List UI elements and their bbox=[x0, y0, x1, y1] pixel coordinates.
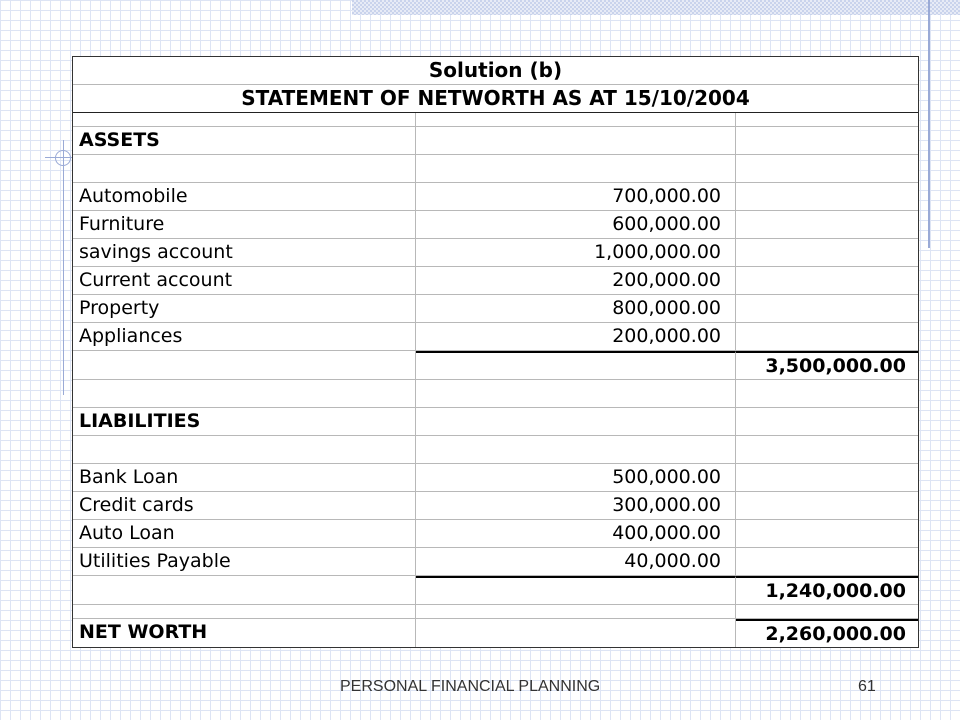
spacer-row bbox=[73, 436, 918, 464]
liability-label: Utilities Payable bbox=[73, 548, 416, 575]
cell bbox=[736, 295, 918, 322]
cell bbox=[73, 113, 416, 126]
assets-total-row bbox=[73, 351, 918, 380]
page-number: 61 bbox=[858, 678, 876, 695]
cell bbox=[736, 380, 918, 407]
cell bbox=[73, 380, 416, 407]
cell bbox=[416, 619, 736, 647]
asset-amount: 600,000.00 bbox=[416, 211, 736, 238]
cell bbox=[416, 436, 736, 463]
asset-amount: 200,000.00 bbox=[416, 323, 736, 350]
header-decoration-band bbox=[352, 0, 960, 15]
liability-label: Auto Loan bbox=[73, 520, 416, 547]
cell bbox=[736, 436, 918, 463]
table-row bbox=[73, 520, 918, 548]
liabilities-total-row bbox=[73, 576, 918, 605]
cell bbox=[416, 605, 736, 618]
liabilities-total: 1,240,000.00 bbox=[736, 576, 918, 604]
liability-label: Bank Loan bbox=[73, 464, 416, 491]
liability-amount: 400,000.00 bbox=[416, 520, 736, 547]
table-row bbox=[73, 239, 918, 267]
table-row bbox=[73, 492, 918, 520]
cell bbox=[736, 408, 918, 435]
liability-label: Credit cards bbox=[73, 492, 416, 519]
networth-statement-table bbox=[72, 56, 919, 648]
cell bbox=[736, 155, 918, 182]
asset-label: Property bbox=[73, 295, 416, 322]
liabilities-heading: LIABILITIES bbox=[73, 408, 416, 435]
table-row bbox=[73, 183, 918, 211]
asset-amount: 200,000.00 bbox=[416, 267, 736, 294]
cell bbox=[736, 605, 918, 618]
cell bbox=[736, 492, 918, 519]
spacer-row bbox=[73, 113, 918, 127]
title-row bbox=[73, 57, 918, 85]
assets-heading-row bbox=[73, 127, 918, 155]
spacer-row bbox=[73, 155, 918, 183]
cell bbox=[416, 576, 736, 604]
cell bbox=[736, 239, 918, 266]
asset-label: Current account bbox=[73, 267, 416, 294]
cell bbox=[736, 323, 918, 350]
liability-amount: 500,000.00 bbox=[416, 464, 736, 491]
decorative-vertical-line-left bbox=[63, 140, 64, 395]
table-subtitle: STATEMENT OF NETWORTH AS AT 15/10/2004 bbox=[241, 86, 750, 110]
cell bbox=[73, 155, 416, 182]
net-worth-value: 2,260,000.00 bbox=[736, 619, 918, 647]
liabilities-heading-row bbox=[73, 408, 918, 436]
assets-total: 3,500,000.00 bbox=[736, 351, 918, 379]
net-worth-label: NET WORTH bbox=[73, 619, 416, 647]
cell bbox=[736, 127, 918, 154]
table-title: Solution (b) bbox=[428, 58, 563, 82]
cell bbox=[416, 113, 736, 126]
cell bbox=[736, 211, 918, 238]
cell bbox=[416, 351, 736, 379]
subtitle-row bbox=[73, 85, 918, 113]
cell bbox=[73, 605, 416, 618]
table-row bbox=[73, 211, 918, 239]
asset-amount: 1,000,000.00 bbox=[416, 239, 736, 266]
cell bbox=[416, 408, 736, 435]
cell bbox=[416, 127, 736, 154]
cell bbox=[73, 351, 416, 379]
cell bbox=[416, 380, 736, 407]
asset-label: Furniture bbox=[73, 211, 416, 238]
table-row bbox=[73, 295, 918, 323]
cell bbox=[736, 113, 918, 126]
cell bbox=[736, 464, 918, 491]
table-row bbox=[73, 267, 918, 295]
asset-amount: 700,000.00 bbox=[416, 183, 736, 210]
decorative-ring-icon bbox=[55, 150, 71, 166]
table-row bbox=[73, 464, 918, 492]
cell bbox=[736, 520, 918, 547]
asset-label: Appliances bbox=[73, 323, 416, 350]
table-row bbox=[73, 323, 918, 351]
table-row bbox=[73, 548, 918, 576]
footer-title: PERSONAL FINANCIAL PLANNING bbox=[340, 678, 601, 695]
cell bbox=[73, 576, 416, 604]
spacer-row bbox=[73, 605, 918, 619]
asset-label: Automobile bbox=[73, 183, 416, 210]
liability-amount: 300,000.00 bbox=[416, 492, 736, 519]
cell bbox=[736, 183, 918, 210]
asset-amount: 800,000.00 bbox=[416, 295, 736, 322]
cell bbox=[416, 155, 736, 182]
spacer-row bbox=[73, 380, 918, 408]
decorative-vertical-line bbox=[928, 0, 930, 248]
net-worth-row bbox=[73, 619, 918, 647]
cell bbox=[736, 267, 918, 294]
assets-heading: ASSETS bbox=[73, 127, 416, 154]
liability-amount: 40,000.00 bbox=[416, 548, 736, 575]
cell bbox=[736, 548, 918, 575]
cell bbox=[73, 436, 416, 463]
asset-label: savings account bbox=[73, 239, 416, 266]
